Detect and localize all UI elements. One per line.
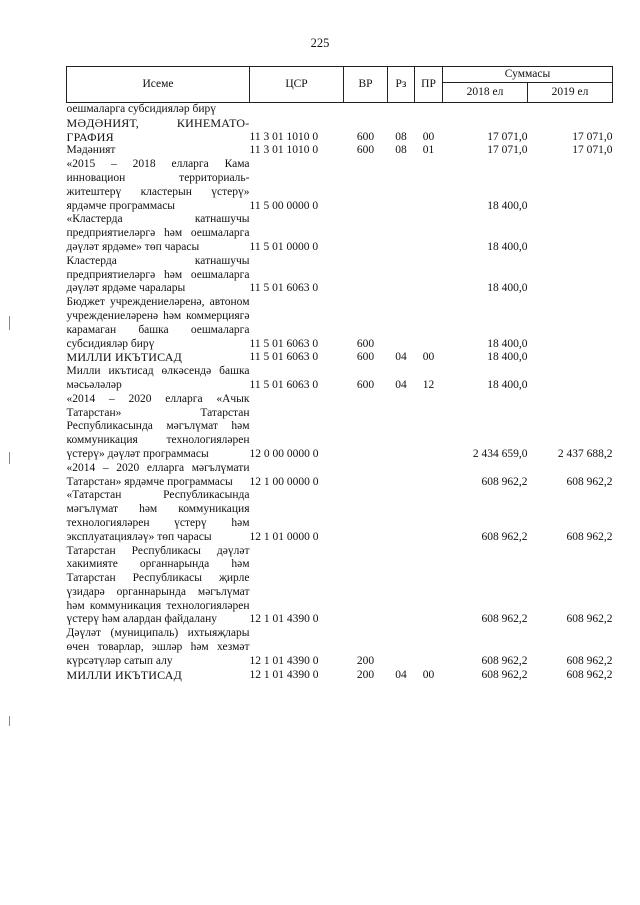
row-rz: [388, 489, 415, 544]
row-vr: 600: [356, 130, 375, 143]
header-2019: 2019 ел: [528, 83, 613, 103]
row-vr: [344, 255, 388, 296]
row-name: Мәдәният: [66, 144, 116, 157]
row-csr: 11 5 01 6063 0: [249, 378, 319, 391]
row-name: МИЛЛИ ИКЪТИСАД: [66, 350, 182, 365]
table-row: [67, 627, 613, 668]
header-sums: Суммасы: [443, 67, 613, 83]
table-row: [67, 365, 613, 393]
row-csr: [250, 103, 344, 117]
row-sum-2019: 608 962,2: [566, 613, 613, 626]
table-row: [67, 144, 613, 158]
row-pr: [415, 489, 443, 544]
table-row: [67, 462, 613, 490]
row-rz: 08: [395, 130, 407, 143]
table-row: [67, 117, 613, 145]
row-sum-2019: 608 962,2: [566, 475, 613, 488]
row-vr: 200: [356, 668, 375, 681]
row-sum-2018: 18 400,0: [487, 240, 528, 253]
row-vr: 600: [356, 144, 375, 157]
row-vr: [344, 393, 388, 462]
row-pr: [415, 393, 443, 462]
row-sum-2018: 608 962,2: [481, 613, 528, 626]
row-vr: [344, 462, 388, 490]
row-csr: 12 1 01 4390 0: [249, 654, 319, 667]
row-sum-2018: 18 400,0: [487, 378, 528, 391]
row-rz: 04: [395, 668, 407, 681]
scan-mark: [9, 316, 10, 330]
table-row: [67, 393, 613, 462]
row-csr: 11 5 01 6063 0: [249, 351, 319, 364]
row-rz: [388, 296, 415, 351]
row-sum-2018: 18 400,0: [487, 282, 528, 295]
row-pr: [415, 296, 443, 351]
row-vr: [344, 545, 388, 628]
row-rz: [388, 158, 415, 213]
header-rz: Рз: [388, 67, 415, 103]
row-sum-2018: [443, 103, 528, 117]
row-csr: 12 1 01 4390 0: [249, 668, 319, 681]
scan-mark: [9, 452, 10, 464]
row-sum-2018: 17 071,0: [487, 130, 528, 143]
row-name: Кластерда катнашучы предприятиеләргә һәм оешмаларга дәүләт ярдәме чаралары: [66, 254, 250, 295]
row-sum-2018: 18 400,0: [487, 199, 528, 212]
row-pr: [415, 462, 443, 490]
row-sum-2019: 608 962,2: [566, 654, 613, 667]
row-pr: 00: [422, 668, 435, 681]
row-csr: 11 3 01 1010 0: [249, 144, 319, 157]
table-row: [67, 158, 613, 213]
row-rz: [388, 255, 415, 296]
row-rz: 04: [395, 351, 407, 364]
row-name: «2014 – 2020 елларга «Ачык Татарстан» Татарстан Республикасында мәгълүмат һәм коммуникация технологияләрен үстерү» дәүләт программасы: [66, 392, 250, 460]
row-csr: 11 5 01 6063 0: [249, 337, 319, 350]
row-csr: 12 1 00 0000 0: [249, 475, 319, 488]
row-vr: 600: [356, 337, 375, 350]
scan-mark: [9, 716, 10, 726]
row-name: «2015 – 2018 елларга Кама инновацион территориаль-житештерү кластерын үстерү» ярдәмче программасы: [66, 158, 250, 212]
row-pr: [415, 627, 443, 668]
row-sum-2018: 608 962,2: [481, 530, 528, 543]
table-header: [67, 67, 613, 103]
row-sum-2018: 2 434 659,0: [472, 447, 528, 460]
table-row: [67, 669, 613, 683]
row-pr: 01: [422, 144, 435, 157]
row-rz: 08: [395, 144, 407, 157]
table-row: [67, 545, 613, 628]
budget-table: [66, 66, 613, 682]
row-sum-2019: 17 071,0: [572, 130, 613, 143]
row-sum-2018: 18 400,0: [487, 337, 528, 350]
table-row: [67, 489, 613, 544]
row-sum-2019: 608 962,2: [566, 668, 613, 681]
row-csr: 12 0 00 0000 0: [249, 447, 319, 460]
row-csr: 11 5 01 0000 0: [249, 240, 319, 253]
row-vr: 600: [356, 351, 375, 364]
row-csr: 12 1 01 0000 0: [249, 530, 319, 543]
row-rz: [388, 462, 415, 490]
row-pr: 12: [422, 378, 435, 391]
row-vr: 200: [356, 654, 375, 667]
row-csr: 11 5 01 6063 0: [249, 282, 319, 295]
row-sum-2019: [528, 213, 613, 254]
row-name: «Татарстан Республикасында мәгълүмат һәм коммуникация технологияләрен үстерү һәм эксплуатацияләү» төп чарасы: [66, 489, 250, 543]
row-name: «2014 – 2020 елларга мәгълүмати Татарстан» ярдәмче программасы: [66, 461, 250, 488]
row-pr: [415, 103, 443, 117]
row-sum-2019: [528, 351, 613, 365]
row-name: МИЛЛИ ИКЪТИСАД: [66, 667, 182, 682]
row-csr: 11 5 00 0000 0: [249, 199, 319, 212]
row-sum-2018: 608 962,2: [481, 654, 528, 667]
header-2018: 2018 ел: [443, 83, 528, 103]
row-sum-2018: 18 400,0: [487, 351, 528, 364]
row-csr: 12 1 01 4390 0: [249, 613, 319, 626]
row-csr: 11 3 01 1010 0: [249, 130, 319, 143]
row-rz: [388, 393, 415, 462]
row-rz: [388, 627, 415, 668]
header-vr: ВР: [344, 67, 388, 103]
row-sum-2019: 2 437 688,2: [557, 447, 613, 460]
row-name: МӘДӘНИЯТ, КИНЕМАТО-ГРАФИЯ: [66, 115, 250, 144]
row-sum-2018: 608 962,2: [481, 475, 528, 488]
row-sum-2019: [528, 296, 613, 351]
row-rz: [388, 545, 415, 628]
table-row: [67, 103, 613, 117]
table-row: [67, 255, 613, 296]
row-vr: [344, 103, 388, 117]
row-sum-2019: 17 071,0: [572, 144, 613, 157]
row-sum-2019: [528, 103, 613, 117]
row-pr: 00: [422, 130, 435, 143]
row-name: Бюджет учреждениеләренә, автоном учреждениеләренә һәм коммерциягә карамаган башка оешмаларга субсидияләр бирү: [66, 296, 250, 350]
row-name: оешмаларга субсидияләр бирү: [66, 103, 216, 115]
row-sum-2019: [528, 255, 613, 296]
row-pr: [415, 545, 443, 628]
row-vr: 600: [356, 378, 375, 391]
header-pr: ПР: [415, 67, 443, 103]
row-name: Милли икътисад өлкәсендә башка мәсьәләләр: [66, 365, 250, 391]
table-row: [67, 213, 613, 254]
row-name: Татарстан Республикасы дәүләт хакимияте органнарында һәм Татарстан Республикасы җирле үзидарә органнарында мәгълүмат һәм коммуникация технологияләрен үстерү һәм алардан файдалану: [66, 544, 250, 626]
row-rz: [388, 213, 415, 254]
row-pr: [415, 158, 443, 213]
row-sum-2019: [528, 158, 613, 213]
header-name: Исеме: [67, 67, 250, 103]
row-pr: [415, 213, 443, 254]
table-body: [67, 103, 613, 683]
row-vr: [344, 213, 388, 254]
row-rz: 04: [395, 378, 407, 391]
table-row: [67, 296, 613, 351]
row-vr: [344, 489, 388, 544]
row-vr: [344, 158, 388, 213]
table-row: [67, 351, 613, 365]
row-sum-2018: 608 962,2: [481, 668, 528, 681]
header-csr: ЦСР: [250, 67, 344, 103]
row-name: «Кластерда катнашучы предприятиеләргә һәм оешмаларга дәүләт ярдәме» төп чарасы: [66, 213, 250, 253]
page-number: 225: [310, 36, 330, 50]
row-rz: [388, 103, 415, 117]
row-sum-2019: 608 962,2: [566, 530, 613, 543]
row-pr: [415, 255, 443, 296]
row-sum-2019: [528, 365, 613, 393]
row-name: Дәүләт (муниципаль) ихтыяҗлары өчен товарлар, эшләр һәм хезмәт күрсәтүләр сатып алу: [66, 627, 250, 667]
row-pr: 00: [422, 351, 435, 364]
row-sum-2018: 17 071,0: [487, 144, 528, 157]
